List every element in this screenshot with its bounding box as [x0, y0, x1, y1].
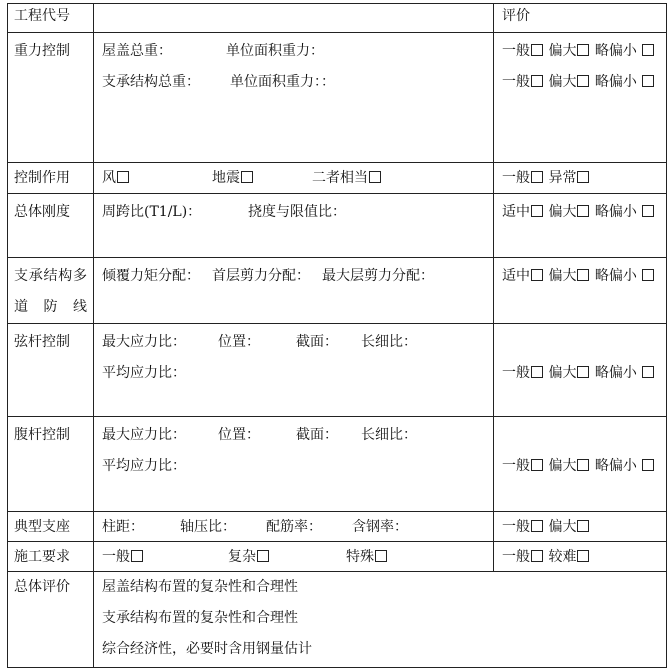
deflection-ratio-label: 挠度与限值比： — [248, 204, 346, 220]
chord-label-cell — [8, 324, 94, 417]
checkbox[interactable] — [577, 205, 589, 217]
construction-label: 施工要求 — [14, 549, 70, 565]
gravity-eval1-high[interactable]: 偏大 — [548, 43, 590, 59]
evaluation-header-cell — [494, 4, 667, 33]
stiffness-eval-moderate[interactable]: 适中 — [502, 204, 544, 220]
checkbox[interactable] — [257, 550, 269, 562]
construction-option-normal[interactable]: 一般 — [102, 545, 228, 569]
chord-max-stress-label: 最大应力比： — [102, 334, 186, 350]
overall-content-cell — [94, 572, 667, 668]
control-eval-normal[interactable]: 一般 — [502, 170, 544, 186]
roof-total-label: 屋盖总重： — [102, 43, 172, 59]
checkbox[interactable] — [642, 75, 654, 87]
stiffness-label: 总体刚度 — [14, 204, 70, 220]
checkbox[interactable] — [577, 44, 589, 56]
checkbox[interactable] — [642, 205, 654, 217]
web-avg-stress-label: 平均应力比： — [102, 458, 186, 474]
gravity-content-cell — [94, 33, 494, 163]
bearing-label-cell — [8, 512, 94, 542]
control-effect-content-cell — [94, 163, 494, 194]
defense-label-cell — [8, 258, 94, 324]
axial-ratio-label: 轴压比： — [180, 519, 236, 535]
web-eval-cell — [494, 417, 667, 512]
overall-line-roof: 屋盖结构布置的复杂性和合理性 — [102, 579, 298, 595]
web-eval-high[interactable]: 偏大 — [548, 458, 590, 474]
stiffness-content-cell — [94, 194, 494, 258]
bearing-eval-cell — [494, 512, 667, 542]
construction-option-special[interactable]: 特殊 — [346, 545, 388, 569]
checkbox[interactable] — [577, 459, 589, 471]
web-label: 腹杆控制 — [14, 427, 70, 443]
checkbox[interactable] — [531, 44, 543, 56]
construction-label-cell — [8, 542, 94, 572]
chord-avg-stress-label: 平均应力比： — [102, 365, 186, 381]
construction-eval-cell — [494, 542, 667, 572]
project-code-field[interactable] — [94, 4, 494, 33]
control-effect-label-cell — [8, 163, 94, 194]
bearing-content-cell — [94, 512, 494, 542]
overall-line-support: 支承结构布置的复杂性和合理性 — [102, 610, 298, 626]
checkbox[interactable] — [642, 459, 654, 471]
project-code-label: 工程代号 — [14, 8, 70, 24]
checkbox[interactable] — [531, 205, 543, 217]
gravity-eval2-high[interactable]: 偏大 — [548, 74, 590, 90]
checkbox[interactable] — [577, 550, 589, 562]
roof-unit-label: 单位面积重力： — [226, 43, 324, 59]
gravity-label-cell — [8, 33, 94, 163]
chord-content-cell — [94, 324, 494, 417]
stiffness-label-cell — [8, 194, 94, 258]
checkbox[interactable] — [577, 171, 589, 183]
overall-label: 总体评价 — [14, 579, 70, 595]
web-row — [8, 417, 667, 512]
chord-label: 弦杆控制 — [14, 334, 70, 350]
gravity-eval-group-1 — [502, 43, 655, 59]
gravity-label: 重力控制 — [14, 43, 70, 59]
chord-slenderness-label: 长细比： — [361, 334, 417, 350]
evaluation-title: 评价 — [502, 8, 530, 24]
first-floor-shear-label: 首层剪力分配： — [212, 268, 310, 284]
web-content-cell — [94, 417, 494, 512]
gravity-eval-group-2 — [502, 74, 655, 90]
web-label-cell — [8, 417, 94, 512]
checkbox[interactable] — [369, 171, 381, 183]
support-unit-label: 单位面积重力：： — [230, 74, 335, 90]
gravity-row — [8, 33, 667, 163]
construction-eval-difficult[interactable]: 较难 — [548, 549, 590, 565]
checkbox[interactable] — [531, 366, 543, 378]
stiffness-eval-high[interactable]: 偏大 — [548, 204, 590, 220]
max-floor-shear-label: 最大层剪力分配： — [322, 268, 434, 284]
construction-row — [8, 542, 667, 572]
period-ratio-label: 周跨比(T1/L)： — [102, 204, 202, 220]
checkbox[interactable] — [577, 520, 589, 532]
control-effect-label: 控制作用 — [14, 170, 70, 186]
checkbox[interactable] — [131, 550, 143, 562]
bearing-eval-normal[interactable]: 一般 — [502, 519, 544, 535]
web-section-label: 截面： — [296, 427, 338, 443]
stiffness-eval-cell — [494, 194, 667, 258]
stiffness-eval-low[interactable]: 略偏小 — [595, 204, 655, 220]
control-eval-abnormal[interactable]: 异常 — [548, 170, 590, 186]
web-max-stress-label: 最大应力比： — [102, 427, 186, 443]
gravity-eval1-normal[interactable]: 一般 — [502, 43, 544, 59]
gravity-eval2-low[interactable]: 略偏小 — [595, 74, 655, 90]
bearing-eval-high[interactable]: 偏大 — [548, 519, 590, 535]
defense-content-cell — [94, 258, 494, 324]
checkbox[interactable] — [117, 171, 129, 183]
defense-eval-low[interactable]: 略偏小 — [595, 268, 655, 284]
construction-content-cell — [94, 542, 494, 572]
defense-label: 支承结构多道防线 — [14, 268, 87, 315]
stiffness-row — [8, 194, 667, 258]
checkbox[interactable] — [241, 171, 253, 183]
gravity-eval-cell — [494, 33, 667, 163]
gravity-eval2-normal[interactable]: 一般 — [502, 74, 544, 90]
chord-position-label: 位置： — [218, 334, 260, 350]
checkbox[interactable] — [531, 75, 543, 87]
bearing-label: 典型支座 — [14, 519, 70, 535]
option-both[interactable]: 二者相当 — [312, 166, 382, 190]
chord-row — [8, 324, 667, 417]
overturning-moment-label: 倾覆力矩分配： — [102, 268, 200, 284]
overall-line-economy: 综合经济性，必要时含用钢量估计 — [102, 641, 312, 657]
chord-section-label: 截面： — [296, 334, 338, 350]
construction-eval-normal[interactable]: 一般 — [502, 549, 544, 565]
control-effect-row — [8, 163, 667, 194]
option-earthquake[interactable]: 地震 — [212, 166, 312, 190]
web-slenderness-label: 长细比： — [361, 427, 417, 443]
evaluation-form-table — [7, 3, 667, 668]
control-effect-eval-cell — [494, 163, 667, 194]
checkbox[interactable] — [642, 269, 654, 281]
checkbox[interactable] — [375, 550, 387, 562]
overall-row — [8, 572, 667, 668]
checkbox[interactable] — [577, 75, 589, 87]
checkbox[interactable] — [642, 366, 654, 378]
web-eval-low[interactable]: 略偏小 — [595, 458, 655, 474]
defense-eval-cell — [494, 258, 667, 324]
steel-ratio-label: 含钢率： — [352, 519, 408, 535]
checkbox[interactable] — [531, 520, 543, 532]
checkbox[interactable] — [531, 550, 543, 562]
reinforcement-ratio-label: 配筋率： — [266, 519, 322, 535]
support-total-label: 支承结构总重： — [102, 74, 200, 90]
web-position-label: 位置： — [218, 427, 260, 443]
defense-row — [8, 258, 667, 324]
overall-label-cell — [8, 572, 94, 668]
chord-eval-low[interactable]: 略偏小 — [595, 365, 655, 381]
checkbox[interactable] — [577, 366, 589, 378]
header-row — [8, 4, 667, 33]
chord-eval-normal[interactable]: 一般 — [502, 365, 544, 381]
chord-eval-high[interactable]: 偏大 — [548, 365, 590, 381]
option-wind[interactable]: 风 — [102, 166, 212, 190]
checkbox[interactable] — [531, 459, 543, 471]
chord-eval-cell — [494, 324, 667, 417]
checkbox[interactable] — [577, 269, 589, 281]
checkbox[interactable] — [531, 171, 543, 183]
construction-option-complex[interactable]: 复杂 — [228, 545, 346, 569]
checkbox[interactable] — [531, 269, 543, 281]
project-code-label-cell — [8, 4, 94, 33]
bearing-row — [8, 512, 667, 542]
checkbox[interactable] — [642, 44, 654, 56]
gravity-eval1-low[interactable]: 略偏小 — [595, 43, 655, 59]
web-eval-normal[interactable]: 一般 — [502, 458, 544, 474]
defense-eval-moderate[interactable]: 适中 — [502, 268, 544, 284]
column-spacing-label: 柱距： — [102, 519, 144, 535]
defense-eval-high[interactable]: 偏大 — [548, 268, 590, 284]
